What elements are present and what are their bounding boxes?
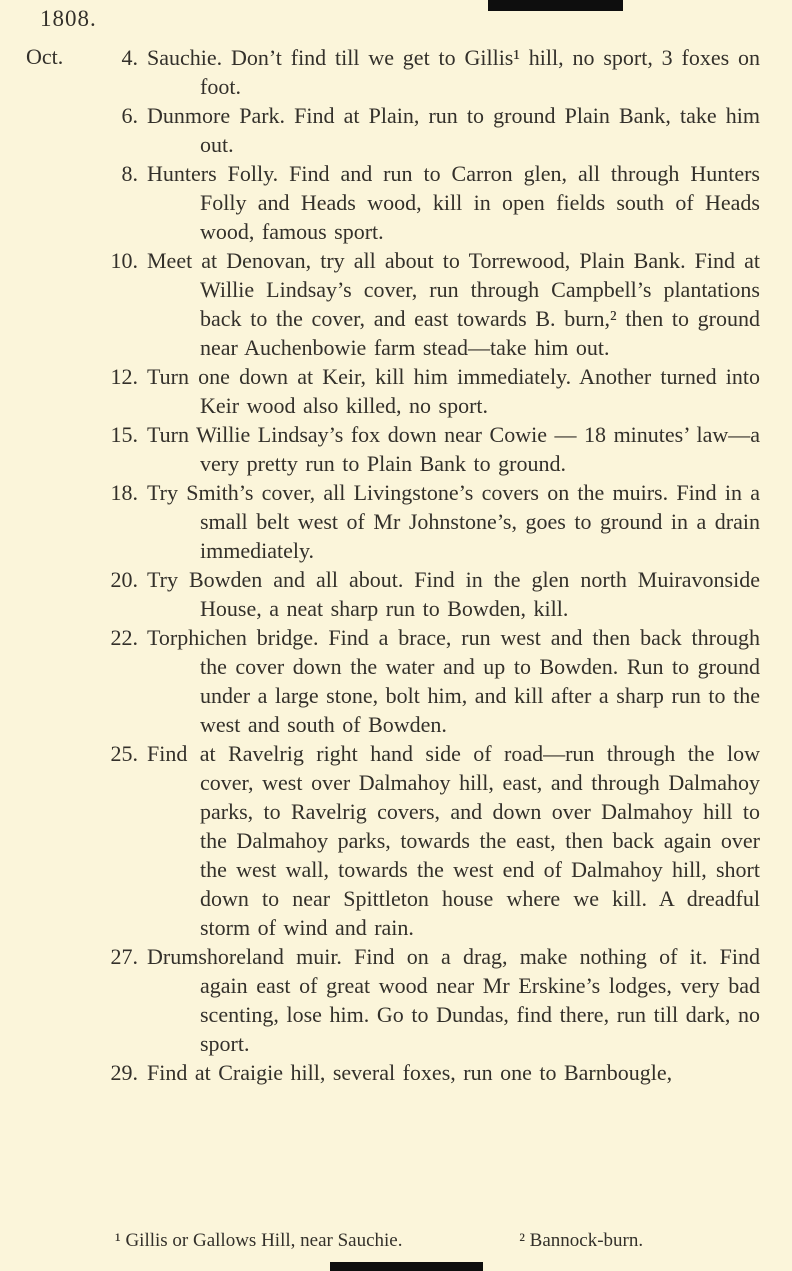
entry-text: Try Smith’s cover, all Livingstone’s covers on the muirs. Find in a small belt west of Mr Johnstone’s, goes to ground in a drain immediately. bbox=[147, 480, 760, 563]
diary-entry bbox=[0, 101, 760, 159]
diary-entries bbox=[0, 43, 792, 1087]
diary-entry bbox=[0, 942, 760, 1058]
entry-text: Turn Willie Lindsay’s fox down near Cowie — 18 minutes’ law—a very pretty run to Plain Bank to ground. bbox=[147, 422, 760, 476]
entry-text: Hunters Folly. Find and run to Carron glen, all through Hunters Folly and Heads wood, kill in open fields south of Heads wood, famous sport. bbox=[147, 161, 760, 244]
entry-text: Dunmore Park. Find at Plain, run to ground Plain Bank, take him out. bbox=[147, 103, 760, 157]
diary-entry bbox=[0, 478, 760, 565]
diary-entry bbox=[0, 623, 760, 739]
ink-bar-bottom bbox=[330, 1262, 483, 1271]
diary-entry bbox=[0, 1058, 760, 1087]
ink-bar-top bbox=[488, 0, 623, 11]
entry-day: 10. bbox=[110, 248, 138, 273]
entry-text: Sauchie. Don’t find till we get to Gillis¹ hill, no sport, 3 foxes on foot. bbox=[147, 45, 760, 99]
year-heading: 1808. bbox=[40, 6, 97, 31]
footnote-2: ² Bannock-burn. bbox=[519, 1230, 644, 1251]
entry-text: Torphichen bridge. Find a brace, run west and then back through the cover down the water and up to Bowden. Run to ground under a large stone, bolt him, and kill after a sharp run to the west and south of Bowden. bbox=[147, 625, 760, 737]
entry-day: 12. bbox=[110, 364, 138, 389]
month-label: Oct. bbox=[26, 44, 64, 69]
entry-day: 29. bbox=[110, 1060, 138, 1085]
entry-day: 8. bbox=[121, 161, 138, 186]
footnotes bbox=[0, 1228, 792, 1253]
diary-entry bbox=[0, 159, 760, 246]
footnote-1: ¹ Gillis or Gallows Hill, near Sauchie. bbox=[115, 1230, 403, 1251]
diary-entry bbox=[0, 565, 760, 623]
entry-day: 27. bbox=[110, 944, 138, 969]
diary-entry bbox=[0, 43, 760, 101]
entry-day: 18. bbox=[110, 480, 138, 505]
entry-day: 25. bbox=[110, 741, 138, 766]
diary-entry bbox=[0, 420, 760, 478]
entry-text: Drumshoreland muir. Find on a drag, make nothing of it. Find again east of great wood near Mr Erskine’s lodges, very bad scenting, lose him. Go to Dundas, find there, run till dark, no sport. bbox=[147, 944, 760, 1056]
diary-entry bbox=[0, 246, 760, 362]
entry-text: Find at Craigie hill, several foxes, run one to Barnbougle, bbox=[147, 1060, 673, 1085]
entry-day: 15. bbox=[110, 422, 138, 447]
diary-entry bbox=[0, 739, 760, 942]
entry-day: 6. bbox=[121, 103, 138, 128]
entry-text: Meet at Denovan, try all about to Torrewood, Plain Bank. Find at Willie Lindsay’s cover, run through Campbell’s plantations back to the cover, and east towards B. burn,² then to ground near Auchenbowie farm stead—take him out. bbox=[147, 248, 760, 360]
diary-entry bbox=[0, 362, 760, 420]
entry-day: 20. bbox=[110, 567, 138, 592]
entry-text: Try Bowden and all about. Find in the glen north Muiravonside House, a neat sharp run to Bowden, kill. bbox=[147, 567, 760, 621]
entry-text: Find at Ravelrig right hand side of road—run through the low cover, west over Dalmahoy hill, east, and through Dalmahoy parks, to Ravelrig covers, and down over Dalmahoy hill to the Dalmahoy parks, towards the east, then back again over the west wall, towards the west end of Dalmahoy hill, short down to near Spittleton house where we kill. A dreadful storm of wind and rain. bbox=[147, 741, 760, 940]
entry-day: 22. bbox=[110, 625, 138, 650]
entry-day: 4. bbox=[121, 45, 138, 70]
entry-text: Turn one down at Keir, kill him immediately. Another turned into Keir wood also killed, no sport. bbox=[147, 364, 760, 418]
